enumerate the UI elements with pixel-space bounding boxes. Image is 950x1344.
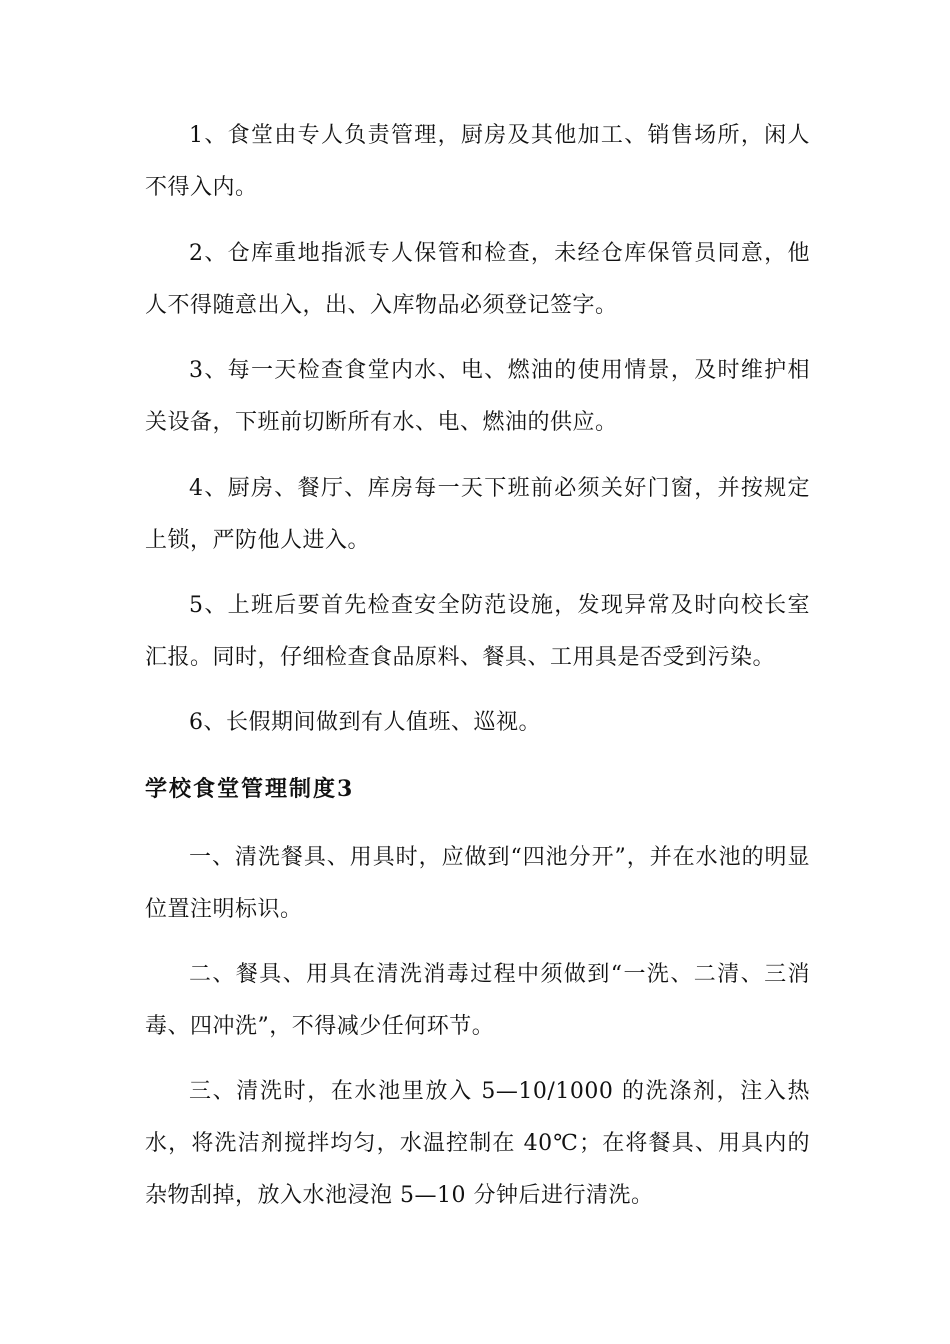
cleaning-paragraph-2: 二、餐具、用具在清洗消毒过程中须做到“一洗、二清、三消毒、四冲洗”，不得减少任何环节。 <box>145 962 810 1039</box>
section-heading: 学校食堂管理制度3 <box>145 776 355 802</box>
rule-paragraph-4: 4、厨房、餐厅、库房每一天下班前必须关好门窗，并按规定上锁，严防他人进入。 <box>145 476 810 553</box>
rule-paragraph-6: 6、长假期间做到有人值班、巡视。 <box>189 710 541 735</box>
rule-paragraph-5: 5、上班后要首先检查安全防范设施，发现异常及时向校长室汇报。同时，仔细检查食品原料、餐具、工用具是否受到污染。 <box>145 593 810 670</box>
rule-paragraph-1: 1、食堂由专人负责管理，厨房及其他加工、销售场所，闲人不得入内。 <box>145 123 810 200</box>
cleaning-paragraph-3: 三、清洗时，在水池里放入 5—10/1000 的洗涤剂，注入热水，将洗洁剂搅拌均匀，水温控制在 40℃；在将餐具、用具内的杂物刮掉，放入水池浸泡 5—10 分钟后进行清洗。 <box>145 1079 810 1208</box>
rule-paragraph-3: 3、每一天检查食堂内水、电、燃油的使用情景，及时维护相关设备，下班前切断所有水、电、燃油的供应。 <box>145 358 810 435</box>
cleaning-paragraph-1: 一、清洗餐具、用具时，应做到“四池分开”，并在水池的明显位置注明标识。 <box>145 845 810 922</box>
rule-paragraph-2: 2、仓库重地指派专人保管和检查，未经仓库保管员同意，他人不得随意出入，出、入库物品必须登记签字。 <box>145 241 810 318</box>
